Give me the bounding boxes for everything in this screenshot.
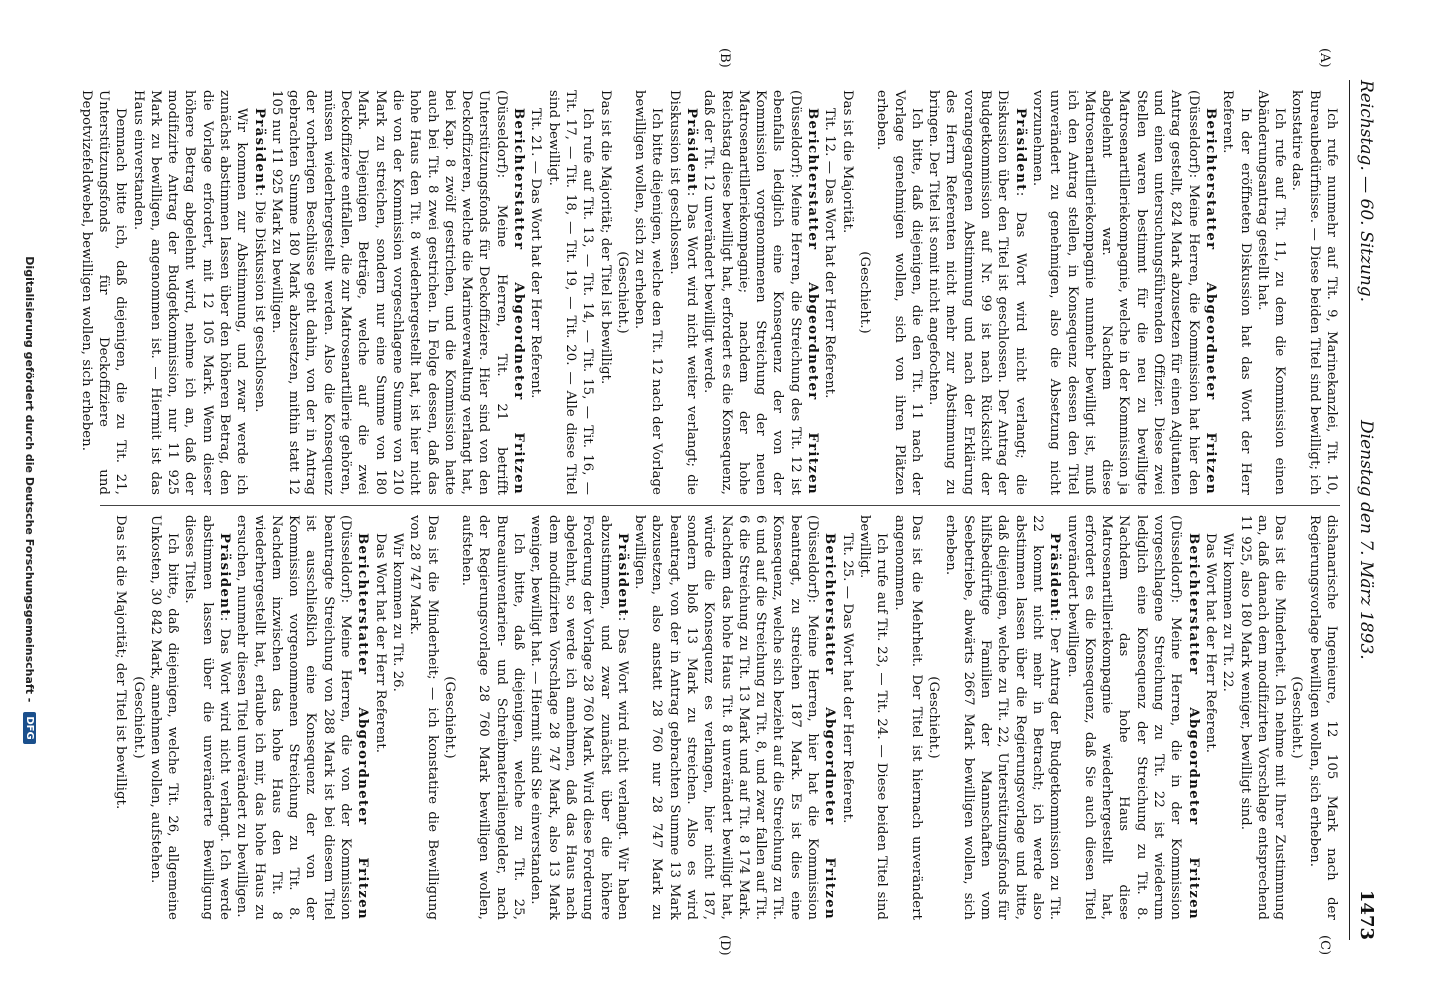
paragraph-text: Das Wort hat der Herr Referent. <box>372 533 388 754</box>
paragraph <box>856 90 873 495</box>
margin-mark-b: (B) <box>717 48 732 68</box>
dfg-logo: DFG <box>24 712 37 743</box>
page-header <box>1349 80 1392 940</box>
speaker-name: Berichterstatter Abgeordneter Fritzen <box>822 533 838 920</box>
paragraph <box>1254 90 1289 495</box>
paragraph <box>77 90 129 495</box>
margin-mark-a: (A) <box>1317 48 1332 68</box>
page-number: 1473 <box>1356 889 1377 940</box>
paragraph-text: Tit. 25. — Das Wort hat der Herr Referent. <box>839 533 855 824</box>
paragraph-text: : Die Diskussion ist geschlossen. <box>251 191 267 413</box>
paragraph-text: : Das Wort wird nicht verlangt. Ich werde abstimmen lassen über die unveränderte Bewilligung dieses Titels. <box>182 515 232 920</box>
paragraph-text: Das ist die Majorität; der Titel ist bewilligt. <box>113 515 129 810</box>
speaker-name: Berichterstatter Abgeordneter Fritzen <box>805 108 821 495</box>
paragraph-text: Ich rufe nunmehr auf Tit. 9, Marinekanzlei, Tit. 10, Bureaubedürfnisse. — Diese beiden Titel sind bewilligt; ich konstatire das. <box>1289 90 1339 495</box>
speaker-name: Berichterstatter Abgeordneter Fritzen <box>1202 108 1218 495</box>
paragraph-text: Das ist die Majorität; der Titel ist bewilligt. <box>597 90 613 385</box>
digitization-text: Digitalisierung gefördert durch die Deutsche Forschungsgemeinschaft - <box>23 256 37 703</box>
paragraph <box>250 90 267 495</box>
paragraph <box>147 515 182 920</box>
paragraph <box>441 515 458 920</box>
paragraph-text: Ich rufe auf Tit. 13, — Tit. 14, — Tit. 15, — Tit. 16, — Tit. 17, — Tit. 18, — Tit. 19, — Tit. 20. — Alle diese Titel sind bewilligt. <box>545 90 596 495</box>
paragraph-text: dishanarische Ingenieure, 12 105 Mark nach der Regierungsvorlage bewilligen wollen, sich erheben. <box>1306 515 1339 920</box>
paragraph-text: (Geschieht.) <box>441 676 457 759</box>
header-session: Reichstag. — 60. Sitzung. <box>1356 80 1376 303</box>
paragraph <box>925 515 942 920</box>
paragraph <box>631 90 666 495</box>
paragraph <box>181 515 233 920</box>
paragraph-text: (Geschieht.) <box>1289 676 1305 759</box>
paragraph <box>1063 515 1201 920</box>
paragraph-text: : Der Antrag der Budgetkommission zu Tit. 22 kommt nicht mehr in Betracht; ich werde also abstimmen lassen über die Regierungsvorlage und bitte, daß diejenigen, welche zu Tit. 22, Unterstützungsfonds für hilfsbedürftige Familien der Mannschaften vom Seebetriebe, abwärts 2667 Mark bewilligen wollen, sich erheben. <box>943 515 1063 920</box>
paragraph-text: Demnach bitte ich, daß diejenigen, die zu Tit. 21, Unterstützungsfonds für Deckoffiziere und Depotvizefeldwebel, bewilligen wollen, sich erheben. <box>78 90 129 495</box>
paragraph-text: (Geschieht.) <box>130 676 146 759</box>
paragraph-text: Ich rufe auf Tit. 23, — Tit. 24. — Diese beiden Titel sind bewilligt. <box>856 515 890 920</box>
paragraph <box>665 90 700 495</box>
paragraph-text: : Das Wort wird nicht weiter verlangt; die Diskussion ist geschlossen. <box>666 90 700 495</box>
speaker-name: Präsident <box>614 533 630 617</box>
paragraph-text: (Geschieht.) <box>856 251 872 334</box>
paragraph-text: (Düsseldorf): Meine Herren, die in der Kommission vorgeschlagene Streichung zu Tit. 22 ist wiederum lediglich eine Konsequenz der Streichung zu Tit. 8. Nachdem das hohe Haus diese Matrosenartilleriekompagnie wiederhergestellt hat, erfordert es die Konsequenz, daß Sie auch diesen Titel unverändert bewilligen. <box>1064 515 1184 920</box>
speaker-name: Präsident <box>217 533 232 617</box>
digitization-note <box>10 30 50 970</box>
paragraph <box>129 90 250 495</box>
paragraph-text: (Düsseldorf): Meine Herren, die von der Kommission beantragte Streichung von 288 Mark ist bei diesem Titel ist ausschließlich eine Konsequenz der von der Kommission vorgenommenen Streichung zu Tit. 8. Nachdem inzwischen das hohe Haus den Tit. 8 wiederhergestellt hat, erlaube ich mir, das hohe Haus zu ersuchen, nunmehr diesen Titel unverändert zu bewilligen. <box>234 515 354 920</box>
left-column <box>77 90 1340 495</box>
paragraph <box>700 90 821 495</box>
paragraph <box>527 515 631 920</box>
paragraph-text: In der eröffneten Diskussion hat das Wort der Herr Referent. <box>1220 90 1253 495</box>
paragraph <box>371 515 388 920</box>
paragraph-text: (Düsseldorf): Meine Herren, die Streichung des Tit. 12 ist ebenfalls lediglich eine Konsequenz der von der Kommission vorgenommenen Streichung der neuen Matrosenartilleriekompagnie; nachdem der hohe Reichstag diese bewilligt hat, erfordert es die Konsequenz, daß der Tit. 12 unverändert bewilligt werde. <box>701 90 803 495</box>
paragraph <box>544 90 596 495</box>
speaker-name: Präsident <box>684 108 700 192</box>
speaker-name: Berichterstatter Abgeordneter Fritzen <box>511 108 527 495</box>
paragraph <box>838 90 855 495</box>
paragraph <box>389 515 406 920</box>
header-date: Dienstag den 7. März 1893. <box>1356 420 1376 660</box>
paragraph <box>112 515 129 920</box>
paragraph <box>458 515 527 920</box>
paragraph-text: Tit. 12. — Das Wort hat der Herr Referent. <box>822 108 838 399</box>
paragraph-text: (Geschieht.) <box>926 676 942 759</box>
margin-mark-c: (C) <box>1317 935 1332 956</box>
paragraph-text: Wir kommen zu Tit. 22. <box>1220 533 1236 692</box>
paragraph <box>129 515 146 920</box>
paragraph-text: : Das Wort wird nicht verlangt; die Diskussion über den Titel ist geschlossen. Der Antrag der Budgetkommission auf Nr. 99 ist nach Rücksicht der vorangegangenen Abstimmung und nach der Erklärung des Herrn Referenten nicht mehr zur Abstimmung zu bringen. Der Titel ist somit nicht angefochten. <box>926 90 1028 495</box>
paragraph <box>527 90 544 495</box>
margin-mark-d: (D) <box>717 935 732 956</box>
paragraph <box>1288 90 1340 495</box>
paragraph <box>821 90 838 495</box>
paragraph <box>890 515 925 920</box>
paragraph-text: (Geschieht.) <box>614 251 630 334</box>
paragraph <box>1236 515 1288 920</box>
paragraph <box>1305 515 1340 920</box>
paragraph-text: Das ist die Minderheit; — ich konstatire die Bewilligung von 28 747 Mark. <box>407 515 440 920</box>
paragraph <box>1219 90 1254 495</box>
speaker-name: Berichterstatter Abgeordneter Fritzen <box>1185 533 1201 920</box>
paragraph-text: Tit. 21. — Das Wort hat der Herr Referent. <box>528 108 544 399</box>
paragraph <box>873 90 925 495</box>
speaker-name: Präsident <box>1047 533 1063 617</box>
paragraph <box>233 515 371 920</box>
paragraph <box>406 515 441 920</box>
paragraph-text: (Düsseldorf): Meine Herren, hier hat die Kommission beantragt, zu streichen 187 Mark. Es ist dies eine Konsequenz, welche sich bezieht auf die Streichung zu Tit. 6 und auf die Streichung zu Tit. 8, und zwar fallen auf Tit. 6 die Streichung zu Tit. 13 Mark und auf Tit. 8 174 Mark. Nachdem das hohe Haus Tit. 8 unverändert bewilligt hat, würde die Konsequenz es verlangen, hier nicht 187, sondern bloß 13 Mark zu streichen. Also es wird beantragt, von der in Antrag gebrachten Summe 13 Mark abzusetzen, also anstatt 28 760 nur 28 747 Mark zu bewilligen. <box>632 515 821 920</box>
speaker-name: Berichterstatter Abgeordneter Fritzen <box>355 533 371 920</box>
paragraph <box>856 515 891 920</box>
paragraph-text: Wir kommen zur Abstimmung, und zwar werde ich zunächst abstimmen lassen über den höheren Betrag, den die Vorlage erfordert, mit 12 105 Mark. Wenn dieser höhere Betrag abgelehnt wird, nehme ich an, daß der modifizirte Antrag der Budgetkommission, nur 11 925 Mark zu bewilligen, angenommen ist. — Hiermit ist das Haus einverstanden. <box>130 90 250 495</box>
paragraph <box>1202 515 1219 920</box>
speaker-name: Präsident <box>1012 108 1028 192</box>
paragraph-text: : Das Wort wird nicht verlangt. Wir haben abzustimmen, und zwar zunächst über die höhere Forderung der Vorlage 28 760 Mark. Wird diese Forderung abgelehnt, so werde ich annehmen, daß das Haus nach dem modifizirten Vorschlage 28 747 Mark, also 13 Mark weniger, bewilligt hat. — Hiermit sind Sie einverstanden. <box>528 515 630 920</box>
right-column <box>112 515 1340 920</box>
paragraph-text: (Düsseldorf): Meine Herren, Tit. 21 betrifft Unterstützungsfonds für Deckoffiziere. Hier sind von den Deckoffizieren, welche die Marineverwaltung verlangt hat, bei Kap. 8 zwölf gestrichen, und die Kommission hatte auch bei Tit. 8 zwei gestrichen. In Folge dessen, daß das hohe Haus den Tit. 8 wiederhergestellt hat, ist hier nicht die von der Kommission vorgeschlagene Summe von 210 Mark zu streichen, sondern nur eine Summe von 180 Mark. Diejenigen Beträge, welche auf die zwei Deckoffiziere entfallen, die zur Matrosenartillerie gehören, müssen wiederhergestellt werden. Also die Konsequenz der vorherigen Beschlüsse geht dahin, von der in Antrag gebrachten Summe 180 Mark abzusetzen, mithin statt 12 105 nur 11 925 Mark zu bewilligen. <box>268 90 509 495</box>
paragraph <box>631 515 839 920</box>
paragraph <box>1288 515 1305 920</box>
paragraph-text: Ich bitte, daß diejenigen, die den Tit. 11 nach der Vorlage genehmigen wollen, sich von ihren Plätzen erheben. <box>874 90 924 495</box>
paragraph-text: Das Wort hat der Herr Referent. <box>1202 533 1218 754</box>
speaker-name: Präsident <box>251 108 267 192</box>
paragraph-text: Wir kommen zu Tit. 26. <box>389 533 405 692</box>
column-divider <box>100 505 1340 506</box>
paragraph <box>925 90 1029 495</box>
paragraph <box>614 90 631 495</box>
paragraph <box>1219 515 1236 920</box>
paragraph <box>1029 90 1219 495</box>
paragraph <box>942 515 1063 920</box>
paragraph-text: Das ist die Mehrheit. Der Titel ist hiernach unverändert angenommen. <box>891 515 924 920</box>
paragraph-text: Ich bitte, daß diejenigen, welche Tit. 26, allgemeine Unkosten, 30 842 Mark, annehmen wollen, aufstehen. <box>147 515 181 920</box>
paragraph-text: Ich bitte, daß diejenigen, welche zu Tit. 25, Bureauinventarien- und Schreibmaterialiengelder, nach der Regierungsvorlage 28 760 Mark bewilligen wollen, aufstehen. <box>459 515 527 920</box>
paragraph-text: (Düsseldorf): Meine Herren, die Kommission hat hier den Antrag gestellt, 824 Mark abzusetzen für einen Adjutanten und einen untersuchungsführenden Offizier. Diese zwei Stellen waren bestimmt für die neu zu bewilligte Matrosenartilleriekompagnie, welche in der Kommission ja abgelehnt war. Nachdem diese Matrosenartilleriekompagnie nunmehr bewilligt ist, muß ich den Antrag stellen, in Konsequenz dessen den Titel unverändert zu genehmigen, also die Absetzung nicht vorzunehmen. <box>1029 90 1201 495</box>
paragraph-text: Das ist die Majorität. <box>839 90 855 234</box>
paragraph-text: Ich rufe auf Tit. 11, zu dem die Kommission einen Abänderungsantrag gestellt hat. <box>1254 90 1288 495</box>
paragraph-text: Ich bitte diejenigen, welche den Tit. 12 nach der Vorlage bewilligen wollen, sich zu erheben. <box>632 90 665 495</box>
paragraph <box>838 515 855 920</box>
paragraph <box>268 90 527 495</box>
paragraph <box>596 90 613 495</box>
paragraph-text: Das ist die Minderheit. Ich nehme mit Ihrer Zustimmung an, daß danach dem modifizirten Vorschlage entsprechend 11 925, also 180 Mark weniger, bewilligt sind. <box>1237 515 1288 920</box>
